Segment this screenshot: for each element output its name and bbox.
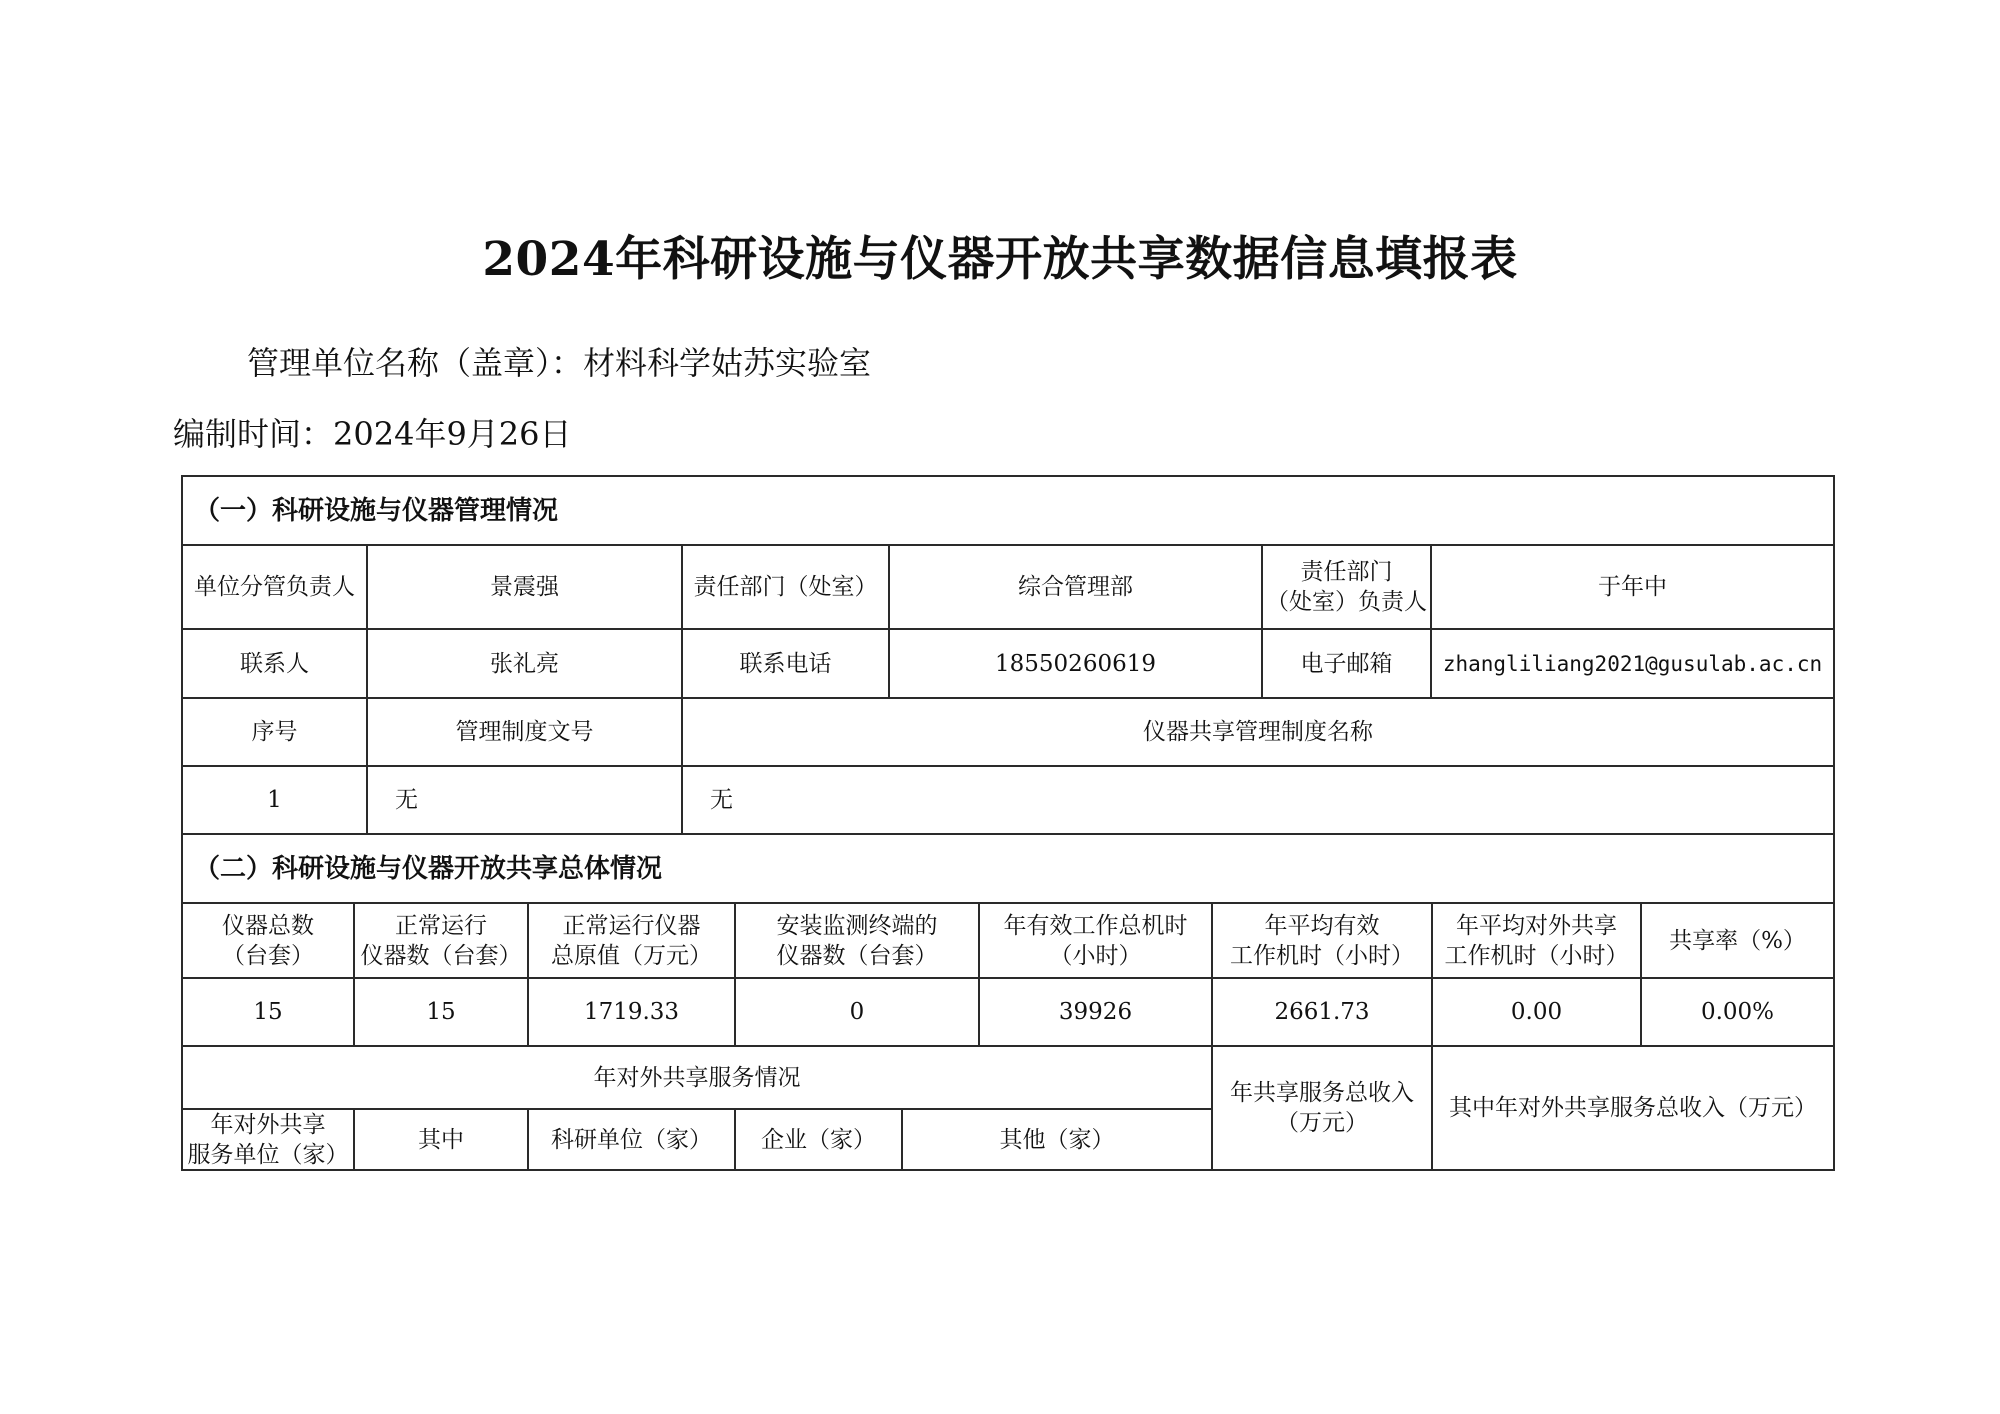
table-rule xyxy=(978,902,980,1046)
table-rule xyxy=(366,544,368,834)
stats-value-share-rate: 0.00% xyxy=(1700,999,1775,1025)
policy-row-no: 1 xyxy=(267,787,282,813)
stats-header-monitored: 安装监测终端的 仪器数（台套） xyxy=(776,912,938,969)
stats-value-value: 1719.33 xyxy=(583,999,680,1025)
table-rule xyxy=(182,977,1834,979)
section-2-heading: （二）科研设施与仪器开放共享总体情况 xyxy=(194,853,663,884)
service-research-units: 科研单位（家） xyxy=(551,1126,712,1153)
stats-value-total: 15 xyxy=(253,999,283,1025)
contact-label: 联系人 xyxy=(240,650,309,677)
document-title: 2024年科研设施与仪器开放共享数据信息填报表 xyxy=(482,232,1518,287)
table-rule xyxy=(182,1108,1212,1110)
table-rule xyxy=(527,1108,529,1170)
table-rule xyxy=(1430,544,1432,698)
table-border-bottom xyxy=(182,1169,1834,1171)
table-rule xyxy=(182,544,1834,546)
policy-doc-no-header: 管理制度文号 xyxy=(455,719,594,745)
table-rule xyxy=(888,544,890,698)
table-rule xyxy=(734,1108,736,1170)
stats-value-total-hours: 39926 xyxy=(1058,999,1133,1025)
stats-header-running: 正常运行 仪器数（台套） xyxy=(360,912,522,969)
table-rule xyxy=(1640,902,1642,1046)
table-rule xyxy=(182,1045,1834,1047)
policy-row-name: 无 xyxy=(710,787,733,813)
table-border-top xyxy=(182,475,1834,477)
table-rule xyxy=(182,697,1834,699)
service-title: 年对外共享服务情况 xyxy=(593,1064,801,1091)
stats-value-running: 15 xyxy=(426,999,456,1025)
table-border-right xyxy=(1833,475,1835,1171)
stats-header-total-hours: 年有效工作总机时 （小时） xyxy=(1003,912,1188,969)
table-rule xyxy=(681,544,683,834)
compile-date-line: 编制时间：2024年9月26日 xyxy=(173,415,572,453)
section-1-heading: （一）科研设施与仪器管理情况 xyxy=(194,495,559,526)
email-value: zhangliliang2021@gusulab.ac.cn xyxy=(1442,651,1823,676)
dept-label: 责任部门（处室） xyxy=(693,574,878,600)
table-border-left xyxy=(181,475,183,1171)
table-rule xyxy=(1261,544,1263,698)
stats-value-avg-shared-hours: 0.00 xyxy=(1510,999,1563,1025)
stats-header-share-rate: 共享率（%） xyxy=(1669,927,1806,954)
external-income-label: 其中年对外共享服务总收入（万元） xyxy=(1449,1095,1817,1121)
leader-label: 单位分管负责人 xyxy=(194,574,355,600)
management-unit-line: 管理单位名称（盖章）：材料科学姑苏实验室 xyxy=(247,344,872,382)
table-rule xyxy=(1211,902,1213,1170)
phone-label: 联系电话 xyxy=(739,650,832,677)
table-rule xyxy=(1431,902,1433,1170)
policy-name-header: 仪器共享管理制度名称 xyxy=(1143,719,1373,745)
stats-value-avg-hours: 2661.73 xyxy=(1274,999,1370,1025)
table-rule xyxy=(353,1108,355,1170)
table-rule xyxy=(353,902,355,1046)
service-units-label: 年对外共享 服务单位（家） xyxy=(187,1111,349,1168)
stats-value-monitored: 0 xyxy=(849,999,865,1025)
dept-head-value: 于年中 xyxy=(1598,574,1667,600)
phone-value: 18550260619 xyxy=(995,650,1156,677)
leader-value: 景震强 xyxy=(490,574,559,600)
service-enterprises: 企业（家） xyxy=(761,1126,876,1153)
contact-value: 张礼亮 xyxy=(490,650,559,677)
table-rule xyxy=(182,833,1834,835)
email-label: 电子邮箱 xyxy=(1300,650,1393,677)
stats-header-total: 仪器总数 （台套） xyxy=(222,912,314,969)
policy-row-doc-no: 无 xyxy=(395,787,418,813)
service-of-which: 其中 xyxy=(418,1126,464,1153)
table-rule xyxy=(182,902,1834,904)
table-rule xyxy=(734,902,736,1046)
policy-no-header: 序号 xyxy=(251,719,298,745)
stats-header-avg-hours: 年平均有效 工作机时（小时） xyxy=(1230,912,1414,969)
table-rule xyxy=(901,1108,903,1170)
table-rule xyxy=(182,765,1834,767)
dept-value: 综合管理部 xyxy=(1018,574,1133,600)
stats-header-value: 正常运行仪器 总原值（万元） xyxy=(551,912,712,969)
service-income-label: 年共享服务总收入 （万元） xyxy=(1230,1080,1414,1136)
table-rule xyxy=(182,628,1834,630)
dept-head-label: 责任部门 （处室）负责人 xyxy=(1266,559,1427,615)
service-others: 其他（家） xyxy=(999,1126,1115,1153)
table-rule xyxy=(527,902,529,1046)
stats-header-avg-shared-hours: 年平均对外共享 工作机时（小时） xyxy=(1444,912,1629,969)
